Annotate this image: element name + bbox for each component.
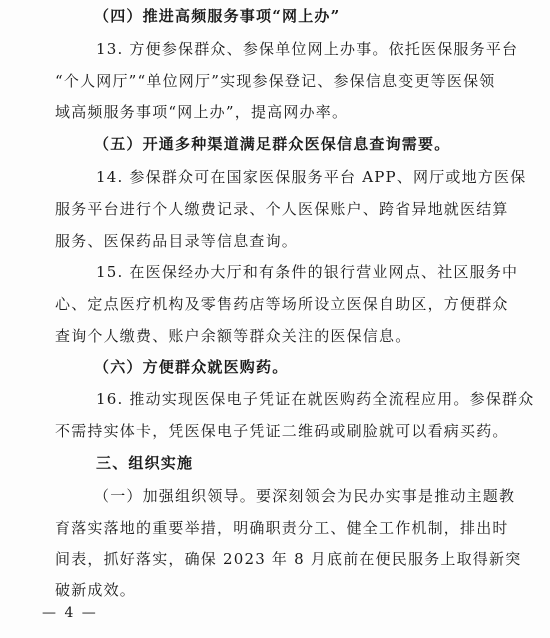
paragraph-line: 域高频服务事项“网上办”，提高网办率。 xyxy=(55,103,349,121)
paragraph-line: 14. 参保群众可在国家医保服务平台 APP、网厅或地方医保 xyxy=(96,168,527,186)
paragraph-line: 不需持实体卡，凭医保电子凭证二维码或刷脸就可以看病买药。 xyxy=(55,422,509,440)
paragraph-line: “个人网厅”“单位网厅”实现参保登记、参保信息变更等医保领 xyxy=(55,72,496,90)
section-heading-3: 三、组织实施 xyxy=(96,454,194,472)
section-heading-6: （六）方便群众就医购药。 xyxy=(94,358,289,376)
paragraph-line: 心、定点医疗机构及零售药店等场所设立医保自助区，方便群众 xyxy=(55,295,509,313)
paragraph-line: 13. 方便参保群众、参保单位网上办事。依托医保服务平台 xyxy=(96,40,519,58)
paragraph-line: 服务、医保药品目录等信息查询。 xyxy=(55,232,299,250)
paragraph-line: 育落实落地的重要举措，明确职责分工、健全工作机制，排出时 xyxy=(55,519,509,537)
paragraph-line: 16. 推动实现医保电子凭证在就医购药全流程应用。参保群众 xyxy=(96,390,535,408)
paragraph-line: 间表，抓好落实，确保 2023 年 8 月底前在便民服务上取得新突 xyxy=(55,550,522,568)
section-heading-5: （五）开通多种渠道满足群众医保信息查询需要。 xyxy=(94,135,451,153)
paragraph-line: 破新成效。 xyxy=(55,581,137,599)
page-number: — 4 — xyxy=(42,605,98,621)
paragraph-line: （一）加强组织领导。要深刻领会为民办实事是推动主题教 xyxy=(94,487,516,505)
paragraph-line: 查询个人缴费、账户余额等群众关注的医保信息。 xyxy=(55,327,412,345)
paragraph-line: 服务平台进行个人缴费记录、个人医保账户、跨省异地就医结算 xyxy=(55,200,509,218)
section-heading-4: （四）推进高频服务事项“网上办” xyxy=(94,7,341,25)
paragraph-line: 15. 在医保经办大厅和有条件的银行营业网点、社区服务中 xyxy=(96,263,519,281)
